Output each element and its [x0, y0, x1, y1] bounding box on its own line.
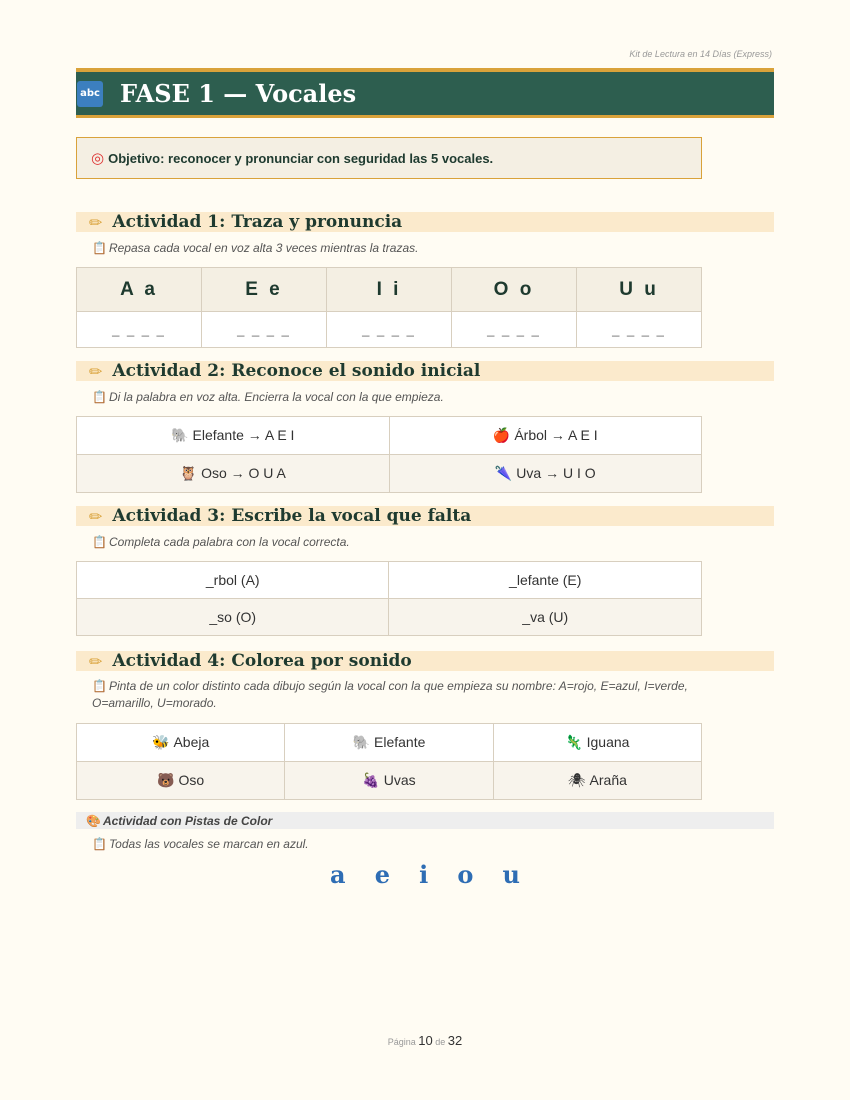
activity4-title: Actividad 4: Colorea por sonido: [112, 651, 412, 671]
activity4-header: [76, 651, 774, 671]
vowel-i: i: [419, 860, 429, 889]
objective-text: Objetivo: reconocer y pronunciar con seguridad las 5 vocales.: [108, 150, 494, 166]
owl-icon: 🦉: [179, 466, 198, 482]
activity3-title: Actividad 3: Escribe la vocal que falta: [112, 506, 472, 526]
apple-icon: 🍎: [492, 428, 511, 444]
color-word-cell: 🍇 Uvas: [285, 762, 493, 800]
word-cell: 🌂 Uva → U I O: [389, 455, 701, 493]
palette-icon: 🎨: [86, 813, 101, 828]
activity1-title: Actividad 1: Traza y pronuncia: [112, 212, 403, 232]
clipboard-icon: 📋: [92, 390, 107, 404]
activity1-instruction: 📋 Repasa cada vocal en voz alta 3 veces mientras la trazas.: [92, 241, 419, 255]
word-cell: 🍎 Árbol → A E I: [389, 417, 701, 455]
activity2-instruction: 📋 Di la palabra en voz alta. Encierra la vocal con la que empieza.: [92, 390, 444, 404]
spider-icon: 🕷: [567, 773, 586, 789]
trace-blank: _ _ _ _: [77, 312, 202, 348]
vowel-e: e: [374, 860, 390, 889]
activity2-title: Actividad 2: Reconoce el sonido inicial: [112, 361, 481, 381]
missing-vowel-cell: _va (U): [389, 599, 702, 636]
elephant-icon: 🐘: [171, 428, 189, 444]
color-activity-header: [76, 812, 774, 829]
vowel-cell: O o: [452, 268, 577, 312]
activity1-table: [76, 267, 702, 348]
pencil-icon: ✏: [89, 506, 103, 526]
trace-blank: _ _ _ _: [577, 312, 702, 348]
umbrella-icon: 🌂: [494, 466, 513, 482]
bee-icon: 🐝: [152, 735, 170, 751]
color-word-cell: 🦎 Iguana: [493, 724, 701, 762]
vowel-cell: I i: [327, 268, 452, 312]
vowel-cell: U u: [577, 268, 702, 312]
color-word-cell: 🐻 Oso: [77, 762, 285, 800]
activity3-header: [76, 506, 774, 526]
pencil-icon: ✏: [89, 651, 103, 671]
activity4-instruction: 📋 Pinta de un color distinto cada dibujo según la vocal con la que empieza su nombre: A=rojo, E=azul, I=verde, O=amarillo, U=morado.: [92, 679, 688, 710]
lizard-icon: 🦎: [565, 735, 583, 751]
pencil-icon: ✏: [89, 212, 103, 232]
color-word-cell: 🐘 Elefante: [285, 724, 493, 762]
activity4-table: [76, 723, 702, 800]
page-number: 10: [418, 1033, 433, 1048]
color-activity-instruction: 📋 Todas las vocales se marcan en azul.: [92, 837, 309, 851]
page-total: 32: [447, 1033, 463, 1048]
activity3-instruction: 📋 Completa cada palabra con la vocal correcta.: [92, 535, 350, 549]
vowel-cell: A a: [77, 268, 202, 312]
clipboard-icon: 📋: [92, 837, 107, 851]
activity2-header: [76, 361, 774, 381]
phase-title: FASE 1 — Vocales: [120, 79, 357, 108]
activity3-table: [76, 561, 702, 636]
clipboard-icon: 📋: [92, 241, 107, 255]
color-activity-title: Actividad con Pistas de Color: [102, 813, 273, 828]
vowel-cell: E e: [202, 268, 327, 312]
color-word-cell: 🕷 Araña: [493, 762, 701, 800]
missing-vowel-cell: _rbol (A): [77, 562, 389, 599]
elephant-icon: 🐘: [352, 735, 371, 751]
vowel-o: o: [457, 860, 474, 889]
vowel-a: a: [330, 860, 346, 889]
bear-icon: 🐻: [157, 773, 175, 789]
trace-blank: _ _ _ _: [452, 312, 577, 348]
page-label: Página: [387, 1037, 416, 1047]
activity1-header: [76, 212, 774, 232]
clipboard-icon: 📋: [92, 679, 107, 693]
clipboard-icon: 📋: [92, 535, 107, 549]
missing-vowel-cell: _lefante (E): [389, 562, 702, 599]
word-cell: 🦉 Oso → O U A: [77, 455, 390, 493]
objective-box: [76, 137, 702, 179]
missing-vowel-cell: _so (O): [77, 599, 389, 636]
abc-icon: abc: [77, 81, 103, 107]
page-footer: [0, 1033, 850, 1048]
blue-vowels: [330, 860, 520, 889]
phase-banner: [76, 68, 774, 118]
trace-blank: _ _ _ _: [327, 312, 452, 348]
target-icon: ◎: [91, 149, 105, 167]
trace-blank: _ _ _ _: [202, 312, 327, 348]
header-note: Kit de Lectura en 14 Días (Express): [629, 49, 772, 59]
vowel-u: u: [502, 860, 520, 889]
color-word-cell: 🐝 Abeja: [77, 724, 285, 762]
page-of: de: [435, 1037, 446, 1047]
grapes-icon: 🍇: [362, 773, 380, 789]
activity2-table: [76, 416, 702, 493]
word-cell: 🐘 Elefante → A E I: [77, 417, 390, 455]
pencil-icon: ✏: [89, 361, 103, 381]
